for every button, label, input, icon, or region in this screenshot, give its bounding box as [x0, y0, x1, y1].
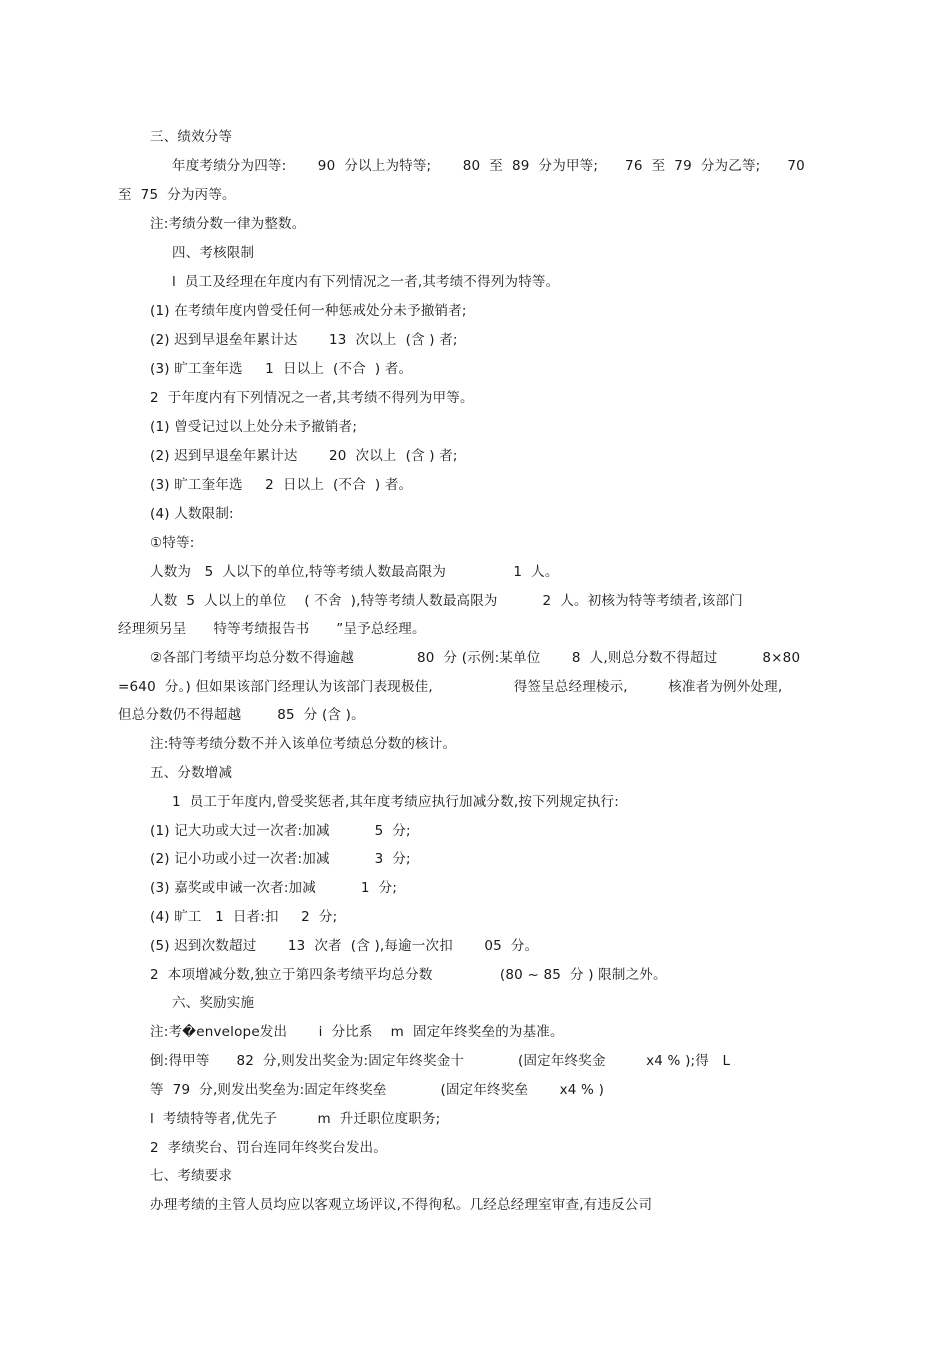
list-item: (3) 旷工奎年选 1 日以上 (不合 ) 者。 — [150, 361, 413, 377]
section-heading-3: 三、绩效分等 — [150, 129, 233, 145]
list-item: (1) 记大功或大过一次者:加减 5 分; — [150, 823, 411, 839]
list-item: (3) 旷工奎年选 2 日以上 (不合 ) 者。 — [150, 477, 413, 493]
list-item: (4) 旷工 1 日者:扣 2 分; — [150, 909, 338, 925]
note-line: 注:考绩分数一律为整数。 — [150, 216, 306, 232]
list-item: (1) 曾受记过以上处分未予撤销者; — [150, 419, 358, 435]
paragraph-line: l 员工及经理在年度内有下列情况之一者,其考绩不得列为特等。 — [172, 274, 560, 290]
paragraph-line: 人数 5 人以上的单位 ( 不舍 ),特等考绩人数最高限为 2 人。初核为特等考绩者,该部门 — [150, 593, 743, 609]
paragraph-line: 2 本项增减分数,独立于第四条考绩平均总分数 (80 ~ 85 分 ) 限制之外。 — [150, 967, 667, 983]
section-heading-5: 五、分数增减 — [150, 765, 233, 781]
paragraph-line: 2 孝绩奖台、罚台连同年终奖台发出。 — [150, 1140, 387, 1156]
paragraph-line: ②各部门考绩平均总分数不得逾越 80 分 (示例:某单位 8 人,则总分数不得超过 8×80 — [150, 650, 801, 666]
paragraph-line: 等 79 分,则发出奖垒为:固定年终奖垒 (固定年终奖垒 x4 % ) — [150, 1082, 605, 1098]
list-item: (2) 迟到早退垒年累计达 20 次以上 (含 ) 者; — [150, 448, 458, 464]
paragraph-line: 1 员工于年度内,曾受奖惩者,其年度考绩应执行加减分数,按下列规定执行: — [172, 794, 619, 810]
list-item: (2) 迟到早退垒年累计达 13 次以上 (含 ) 者; — [150, 332, 458, 348]
paragraph-line: 2 于年度内有下列情况之一者,其考绩不得列为甲等。 — [150, 390, 474, 406]
paragraph-line: 年度考绩分为四等: 90 分以上为特等; 80 至 89 分为甲等; 76 至 79 分为乙等; 70 — [172, 158, 805, 174]
paragraph-line: 但总分数仍不得超越 85 分 (含 )。 — [118, 707, 365, 723]
paragraph-line: =640 分。) 但如果该部门经理认为该部门表现极佳, 得签呈总经理棱示, 核准者为例外处理, — [118, 679, 783, 695]
paragraph-line: l 考绩特等者,优先子 m 升迁职位度职务; — [150, 1111, 441, 1127]
list-item: (4) 人数限制: — [150, 506, 234, 522]
paragraph-line: 倒:得甲等 82 分,则发出奖金为:固定年终奖金十 (固定年终奖金 x4 % );得 L — [150, 1053, 731, 1069]
list-item: (5) 迟到次数超过 13 次者 (含 ),每逾一次扣 05 分。 — [150, 938, 539, 954]
note-line: 注:特等考绩分数不并入该单位考绩总分数的核计。 — [150, 736, 457, 752]
section-heading-7: 七、考绩要求 — [150, 1168, 233, 1184]
list-item: (2) 记小功或小过一次者:加减 3 分; — [150, 851, 411, 867]
list-item: ①特等: — [150, 535, 195, 551]
paragraph-line: 人数为 5 人以下的单位,特等考绩人数最高限为 1 人。 — [150, 564, 559, 580]
note-line: 注:考�envelope发出 i 分比系 m 固定年终奖垒的为基准。 — [150, 1024, 564, 1040]
section-heading-6: 六、奖励实施 — [172, 995, 255, 1011]
paragraph-line: 办理考绩的主管人员均应以客观立场评议,不得徇私。几经总经理室审查,有违反公司 — [150, 1197, 653, 1213]
list-item: (1) 在考绩年度内曾受任何一种惩戒处分未予撤销者; — [150, 303, 467, 319]
list-item: (3) 嘉奖或申诫一次者:加减 1 分; — [150, 880, 398, 896]
section-heading-4: 四、考核限制 — [172, 245, 255, 261]
paragraph-line: 至 75 分为丙等。 — [118, 187, 236, 203]
paragraph-line: 经理须另呈 特等考绩报告书 ”呈予总经理。 — [118, 621, 426, 637]
